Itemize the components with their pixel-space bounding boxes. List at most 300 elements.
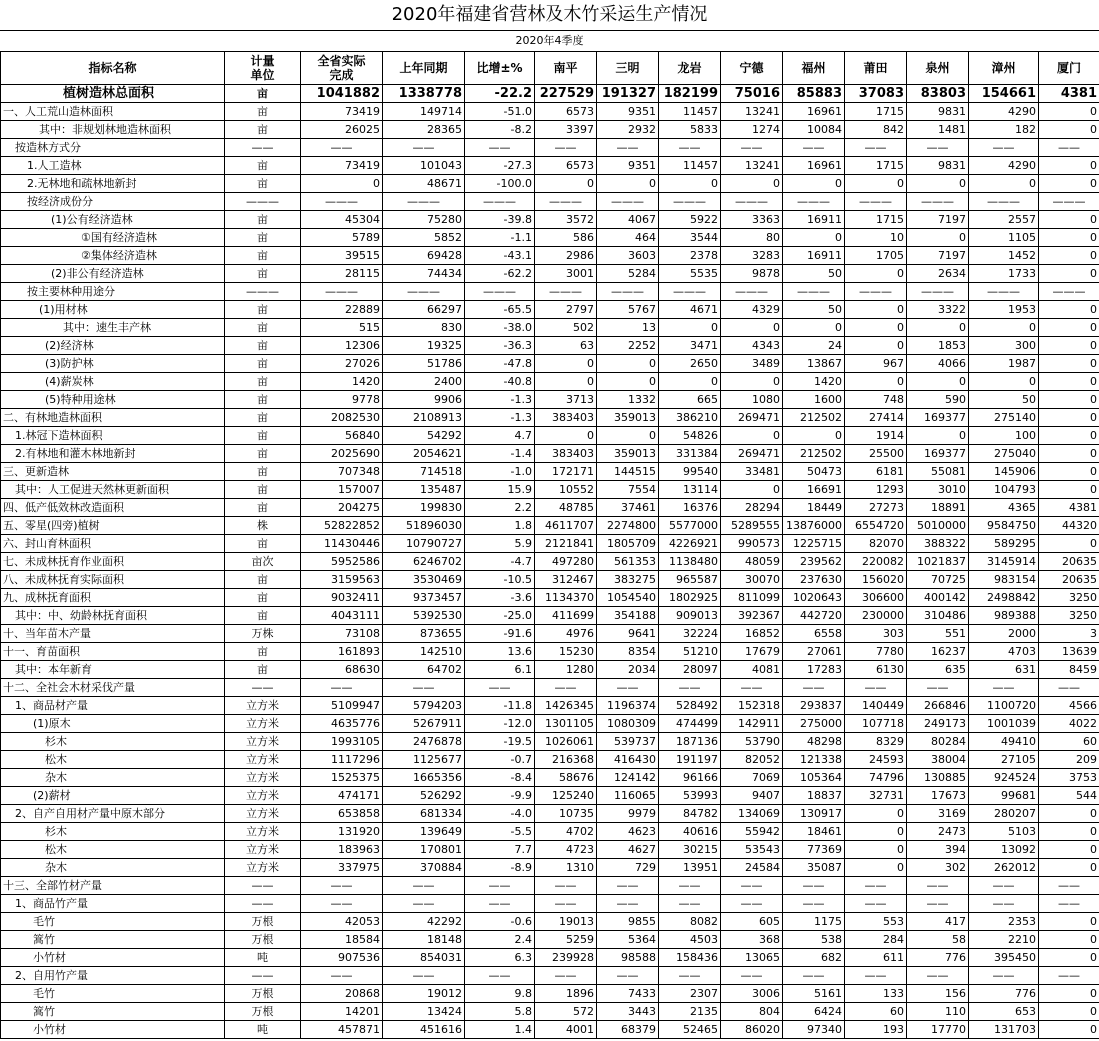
value-cell: 4627	[597, 841, 659, 859]
value-cell: 830	[383, 319, 465, 337]
value-cell: 907536	[301, 949, 383, 967]
column-header: 厦门	[1039, 52, 1099, 85]
value-cell: 302	[907, 859, 969, 877]
value-cell: 1026061	[535, 733, 597, 751]
value-cell: 54292	[383, 427, 465, 445]
value-cell: 331384	[659, 445, 721, 463]
period-label: 2020年4季度	[515, 34, 584, 47]
value-cell: 158436	[659, 949, 721, 967]
value-cell: 0	[1039, 823, 1099, 841]
value-cell: -62.2	[465, 265, 535, 283]
value-cell: ——	[659, 895, 721, 913]
value-cell: 0	[1039, 985, 1099, 1003]
value-cell: 0	[1039, 931, 1099, 949]
value-cell: 54826	[659, 427, 721, 445]
value-cell: ——	[383, 877, 465, 895]
unit-cell: 吨	[225, 1021, 301, 1039]
unit-cell: 亩	[225, 427, 301, 445]
value-cell: 0	[845, 265, 907, 283]
value-cell: 18148	[383, 931, 465, 949]
value-cell: ——	[535, 139, 597, 157]
value-cell: ———	[597, 193, 659, 211]
value-cell: 1715	[845, 157, 907, 175]
unit-cell: 亩	[225, 643, 301, 661]
table-row	[1, 175, 1099, 193]
indicator-name: (2)薪材	[1, 787, 225, 805]
indicator-name: 杉木	[1, 733, 225, 751]
value-cell: 300	[969, 337, 1039, 355]
value-cell: 64702	[383, 661, 465, 679]
value-cell: 0	[1039, 319, 1099, 337]
value-cell: 80	[721, 229, 783, 247]
value-cell: 0	[535, 355, 597, 373]
value-cell: 1274	[721, 121, 783, 139]
value-cell: 0	[1039, 535, 1099, 553]
value-cell: 0	[907, 175, 969, 193]
value-cell: -19.5	[465, 733, 535, 751]
value-cell: 68630	[301, 661, 383, 679]
value-cell: 3489	[721, 355, 783, 373]
value-cell: -4.0	[465, 805, 535, 823]
value-cell: 1020643	[783, 589, 845, 607]
table-row	[1, 553, 1099, 571]
value-cell: ———	[783, 283, 845, 301]
value-cell: 0	[1039, 175, 1099, 193]
value-cell: 0	[783, 427, 845, 445]
value-cell: 0	[721, 427, 783, 445]
value-cell: 275000	[783, 715, 845, 733]
value-cell: 0	[845, 805, 907, 823]
value-cell: ———	[465, 193, 535, 211]
value-cell: 12306	[301, 337, 383, 355]
value-cell: ———	[301, 283, 383, 301]
value-cell: ——	[597, 877, 659, 895]
value-cell: ——	[783, 877, 845, 895]
value-cell: 230000	[845, 607, 907, 625]
table-row	[1, 445, 1099, 463]
value-cell: ——	[969, 877, 1039, 895]
value-cell: ——	[597, 895, 659, 913]
indicator-name: 按经济成份分	[1, 193, 225, 211]
value-cell: 303	[845, 625, 907, 643]
table-row	[1, 967, 1099, 985]
unit-cell: ——	[225, 877, 301, 895]
value-cell: 4001	[535, 1021, 597, 1039]
value-cell: 110	[907, 1003, 969, 1021]
value-cell: 13241	[721, 103, 783, 121]
value-cell: 58676	[535, 769, 597, 787]
value-cell: 13241	[721, 157, 783, 175]
unit-cell: 亩	[225, 571, 301, 589]
value-cell: 5767	[597, 301, 659, 319]
value-cell: 37083	[845, 85, 907, 103]
value-cell: 75016	[721, 85, 783, 103]
value-cell: 42292	[383, 913, 465, 931]
value-cell: 5364	[597, 931, 659, 949]
value-cell: 5794203	[383, 697, 465, 715]
table-row	[1, 409, 1099, 427]
value-cell: ——	[845, 139, 907, 157]
value-cell: 16961	[783, 103, 845, 121]
value-cell: 1993105	[301, 733, 383, 751]
indicator-name: 篙竹	[1, 1003, 225, 1021]
value-cell: 590	[907, 391, 969, 409]
value-cell: 8354	[597, 643, 659, 661]
value-cell: 442720	[783, 607, 845, 625]
value-cell: 6573	[535, 103, 597, 121]
value-cell: 48298	[783, 733, 845, 751]
value-cell: ——	[783, 967, 845, 985]
value-cell: 32731	[845, 787, 907, 805]
value-cell: 3471	[659, 337, 721, 355]
value-cell: 2034	[597, 661, 659, 679]
value-cell: 0	[721, 175, 783, 193]
indicator-name: 其中：人工促进天然林更新面积	[1, 481, 225, 499]
table-row	[1, 229, 1099, 247]
value-cell: 0	[1039, 229, 1099, 247]
data-table	[0, 51, 1099, 1039]
unit-cell: 亩	[225, 337, 301, 355]
value-cell: 269471	[721, 445, 783, 463]
value-cell: 6573	[535, 157, 597, 175]
unit-cell: 立方米	[225, 787, 301, 805]
value-cell: ——	[597, 139, 659, 157]
value-cell: 15230	[535, 643, 597, 661]
indicator-name: 七、未成林抚育作业面积	[1, 553, 225, 571]
value-cell: 17673	[907, 787, 969, 805]
column-header: 莆田	[845, 52, 907, 85]
table-row	[1, 589, 1099, 607]
table-row	[1, 931, 1099, 949]
value-cell: 2025690	[301, 445, 383, 463]
value-cell: 394	[907, 841, 969, 859]
value-cell: 2054621	[383, 445, 465, 463]
value-cell: 0	[1039, 841, 1099, 859]
column-header: 漳州	[969, 52, 1039, 85]
value-cell: 4635776	[301, 715, 383, 733]
indicator-name: (1)用材林	[1, 301, 225, 319]
value-cell: 9032411	[301, 589, 383, 607]
value-cell: 4022	[1039, 715, 1099, 733]
value-cell: 3572	[535, 211, 597, 229]
column-header: 全省实际 完成	[301, 52, 383, 85]
value-cell: ——	[465, 139, 535, 157]
value-cell: 2476878	[383, 733, 465, 751]
value-cell: 1805709	[597, 535, 659, 553]
value-cell: 707348	[301, 463, 383, 481]
value-cell: 1054540	[597, 589, 659, 607]
unit-cell: 亩	[225, 265, 301, 283]
value-cell: 2400	[383, 373, 465, 391]
value-cell: 0	[845, 859, 907, 877]
value-cell: 1134370	[535, 589, 597, 607]
value-cell: 1125677	[383, 751, 465, 769]
value-cell: 97340	[783, 1021, 845, 1039]
value-cell: 0	[969, 373, 1039, 391]
table-row	[1, 607, 1099, 625]
value-cell: 2108913	[383, 409, 465, 427]
value-cell: 80284	[907, 733, 969, 751]
table-row	[1, 193, 1099, 211]
value-cell: 149714	[383, 103, 465, 121]
value-cell: 28097	[659, 661, 721, 679]
unit-cell: 立方米	[225, 823, 301, 841]
value-cell: 0	[535, 427, 597, 445]
value-cell: ——	[465, 895, 535, 913]
column-header: 比增±%	[465, 52, 535, 85]
value-cell: 0	[845, 823, 907, 841]
value-cell: 0	[1039, 355, 1099, 373]
value-cell: 0	[301, 175, 383, 193]
value-cell: 0	[1039, 445, 1099, 463]
value-cell: 68379	[597, 1021, 659, 1039]
value-cell: 98588	[597, 949, 659, 967]
value-cell: 124142	[597, 769, 659, 787]
unit-cell: 亩	[225, 607, 301, 625]
indicator-name: 八、未成林抚育实际面积	[1, 571, 225, 589]
value-cell: 83803	[907, 85, 969, 103]
value-cell: -10.5	[465, 571, 535, 589]
value-cell: 605	[721, 913, 783, 931]
table-row	[1, 625, 1099, 643]
indicator-name: (5)特种用途林	[1, 391, 225, 409]
value-cell: 5.9	[465, 535, 535, 553]
value-cell: 682	[783, 949, 845, 967]
value-cell: 227529	[535, 85, 597, 103]
value-cell: 6554720	[845, 517, 907, 535]
unit-cell: 亩	[225, 463, 301, 481]
unit-cell: 立方米	[225, 805, 301, 823]
value-cell: 1021837	[907, 553, 969, 571]
value-cell: 284	[845, 931, 907, 949]
value-cell: 0	[907, 427, 969, 445]
value-cell: 1525375	[301, 769, 383, 787]
value-cell: -1.0	[465, 463, 535, 481]
value-cell: 5852	[383, 229, 465, 247]
value-cell: 2650	[659, 355, 721, 373]
value-cell: 561353	[597, 553, 659, 571]
value-cell: ——	[465, 967, 535, 985]
value-cell: ——	[659, 967, 721, 985]
value-cell: 0	[1039, 391, 1099, 409]
value-cell: 337975	[301, 859, 383, 877]
table-row	[1, 643, 1099, 661]
value-cell: 474171	[301, 787, 383, 805]
value-cell: 28115	[301, 265, 383, 283]
value-cell: 1001039	[969, 715, 1039, 733]
value-cell: 52822852	[301, 517, 383, 535]
indicator-name: 六、封山育林面积	[1, 535, 225, 553]
value-cell: 161893	[301, 643, 383, 661]
table-row	[1, 913, 1099, 931]
unit-cell: ——	[225, 895, 301, 913]
value-cell: 395450	[969, 949, 1039, 967]
value-cell: 3443	[597, 1003, 659, 1021]
value-cell: ——	[1039, 877, 1099, 895]
value-cell: 0	[721, 319, 783, 337]
value-cell: 714518	[383, 463, 465, 481]
value-cell: 539737	[597, 733, 659, 751]
value-cell: ——	[845, 679, 907, 697]
value-cell: 1802925	[659, 589, 721, 607]
value-cell: 2307	[659, 985, 721, 1003]
table-row	[1, 1021, 1099, 1039]
value-cell: 4381	[1039, 499, 1099, 517]
value-cell: 275140	[969, 409, 1039, 427]
unit-cell: ———	[225, 283, 301, 301]
value-cell: 140449	[845, 697, 907, 715]
value-cell: 8082	[659, 913, 721, 931]
value-cell: ——	[845, 895, 907, 913]
value-cell: 1225715	[783, 535, 845, 553]
value-cell: ——	[465, 679, 535, 697]
table-row	[1, 823, 1099, 841]
value-cell: -25.0	[465, 607, 535, 625]
value-cell: 16376	[659, 499, 721, 517]
value-cell: 24584	[721, 859, 783, 877]
value-cell: ——	[383, 967, 465, 985]
value-cell: 5103	[969, 823, 1039, 841]
value-cell: 10735	[535, 805, 597, 823]
value-cell: -36.3	[465, 337, 535, 355]
value-cell: 0	[1039, 859, 1099, 877]
value-cell: 27026	[301, 355, 383, 373]
value-cell: 30070	[721, 571, 783, 589]
value-cell: 73419	[301, 103, 383, 121]
value-cell: 3397	[535, 121, 597, 139]
value-cell: ——	[659, 877, 721, 895]
value-cell: ——	[659, 139, 721, 157]
indicator-name: 其中：非规划林地造林面积	[1, 121, 225, 139]
value-cell: 10552	[535, 481, 597, 499]
value-cell: 53993	[659, 787, 721, 805]
indicator-name: 1.人工造林	[1, 157, 225, 175]
value-cell: 0	[721, 373, 783, 391]
value-cell: ———	[383, 193, 465, 211]
value-cell: 107718	[845, 715, 907, 733]
table-row	[1, 211, 1099, 229]
value-cell: 0	[845, 319, 907, 337]
value-cell: 0	[659, 373, 721, 391]
value-cell: 5392530	[383, 607, 465, 625]
value-cell: ——	[535, 679, 597, 697]
value-cell: 4503	[659, 931, 721, 949]
value-cell: ——	[783, 139, 845, 157]
value-cell: 27105	[969, 751, 1039, 769]
value-cell: 0	[1039, 157, 1099, 175]
value-cell: 48671	[383, 175, 465, 193]
value-cell: 22889	[301, 301, 383, 319]
value-cell: ———	[783, 193, 845, 211]
value-cell: 5922	[659, 211, 721, 229]
value-cell: 2473	[907, 823, 969, 841]
value-cell: 0	[845, 301, 907, 319]
value-cell: 142510	[383, 643, 465, 661]
indicator-name: 五、零星(四旁)植树	[1, 517, 225, 535]
value-cell: ——	[721, 877, 783, 895]
value-cell: 133	[845, 985, 907, 1003]
value-cell: 13065	[721, 949, 783, 967]
value-cell: 5789	[301, 229, 383, 247]
value-cell: 74434	[383, 265, 465, 283]
value-cell: 1481	[907, 121, 969, 139]
value-cell: 2.2	[465, 499, 535, 517]
indicator-name: 小竹材	[1, 1021, 225, 1039]
value-cell: 1987	[969, 355, 1039, 373]
unit-cell: 亩	[225, 499, 301, 517]
value-cell: 16852	[721, 625, 783, 643]
value-cell: 0	[783, 229, 845, 247]
value-cell: 58	[907, 931, 969, 949]
table-row	[1, 121, 1099, 139]
value-cell: 0	[1039, 805, 1099, 823]
column-header: 上年同期	[383, 52, 465, 85]
value-cell: 48785	[535, 499, 597, 517]
value-cell: 7197	[907, 211, 969, 229]
value-cell: 5952586	[301, 553, 383, 571]
value-cell: 989388	[969, 607, 1039, 625]
value-cell: 1100720	[969, 697, 1039, 715]
value-cell: 1420	[783, 373, 845, 391]
value-cell: 16911	[783, 247, 845, 265]
unit-cell: 吨	[225, 949, 301, 967]
value-cell: ——	[907, 679, 969, 697]
value-cell: 84782	[659, 805, 721, 823]
value-cell: -8.4	[465, 769, 535, 787]
value-cell: 1665356	[383, 769, 465, 787]
value-cell: 13876000	[783, 517, 845, 535]
value-cell: 275040	[969, 445, 1039, 463]
value-cell: -91.6	[465, 625, 535, 643]
value-cell: 4702	[535, 823, 597, 841]
value-cell: ———	[969, 283, 1039, 301]
value-cell: 9778	[301, 391, 383, 409]
value-cell: ——	[783, 679, 845, 697]
value-cell: 2.4	[465, 931, 535, 949]
value-cell: 26025	[301, 121, 383, 139]
value-cell: 515	[301, 319, 383, 337]
indicator-name: (1)公有经济造林	[1, 211, 225, 229]
value-cell: 4365	[969, 499, 1039, 517]
value-cell: -47.8	[465, 355, 535, 373]
table-row	[1, 949, 1099, 967]
value-cell: 4226921	[659, 535, 721, 553]
value-cell: 9831	[907, 157, 969, 175]
value-cell: 38004	[907, 751, 969, 769]
value-cell: ——	[301, 967, 383, 985]
indicator-name: 1、商品材产量	[1, 697, 225, 715]
value-cell: 239562	[783, 553, 845, 571]
unit-cell: 立方米	[225, 733, 301, 751]
value-cell: ——	[907, 139, 969, 157]
value-cell: 474499	[659, 715, 721, 733]
value-cell: ——	[597, 679, 659, 697]
value-cell: 51210	[659, 643, 721, 661]
table-row	[1, 139, 1099, 157]
value-cell: 0	[1039, 949, 1099, 967]
value-cell: 35087	[783, 859, 845, 877]
value-cell: 182	[969, 121, 1039, 139]
table-row	[1, 265, 1099, 283]
value-cell: 4290	[969, 157, 1039, 175]
value-cell: 3603	[597, 247, 659, 265]
value-cell: -22.2	[465, 85, 535, 103]
value-cell: 14201	[301, 1003, 383, 1021]
value-cell: 0	[1039, 463, 1099, 481]
value-cell: 0	[845, 841, 907, 859]
value-cell: ——	[535, 895, 597, 913]
indicator-name: 1、商品竹产量	[1, 895, 225, 913]
